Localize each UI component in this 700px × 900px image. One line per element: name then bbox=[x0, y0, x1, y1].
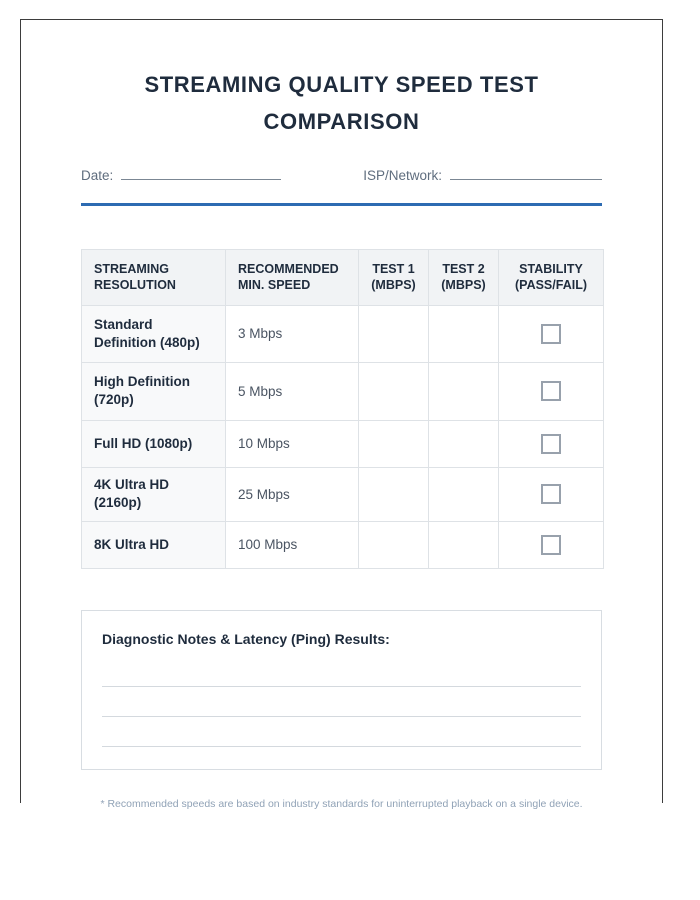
stability-checkbox[interactable] bbox=[541, 434, 561, 454]
resolution-cell: Full HD (1080p) bbox=[82, 420, 226, 467]
header-resolution: STREAMING RESOLUTION bbox=[82, 250, 226, 306]
test2-input-cell[interactable] bbox=[429, 420, 499, 467]
page-title-line1: STREAMING QUALITY SPEED TEST bbox=[144, 72, 539, 97]
blue-divider bbox=[81, 203, 602, 206]
notes-write-line[interactable] bbox=[102, 717, 581, 747]
worksheet-page bbox=[20, 19, 663, 810]
table-row bbox=[82, 305, 604, 362]
notes-title: Diagnostic Notes & Latency (Ping) Results: bbox=[102, 630, 390, 647]
min-speed-cell: 5 Mbps bbox=[226, 362, 359, 420]
stability-cell bbox=[499, 467, 604, 521]
test2-input-cell[interactable] bbox=[429, 521, 499, 568]
notes-lines bbox=[102, 657, 581, 747]
test1-input-cell[interactable] bbox=[359, 467, 429, 521]
header-test1: TEST 1 (MBPS) bbox=[359, 250, 429, 306]
stability-checkbox[interactable] bbox=[541, 381, 561, 401]
page-title bbox=[81, 66, 602, 140]
resolution-cell: 8K Ultra HD bbox=[82, 521, 226, 568]
header-min-speed: RECOMMENDED MIN. SPEED bbox=[226, 250, 359, 306]
date-label: Date: bbox=[81, 168, 114, 183]
table-row bbox=[82, 467, 604, 521]
test1-input-cell[interactable] bbox=[359, 521, 429, 568]
stability-cell bbox=[499, 305, 604, 362]
header-test2: TEST 2 (MBPS) bbox=[429, 250, 499, 306]
table-header-row bbox=[82, 250, 604, 306]
stability-cell bbox=[499, 362, 604, 420]
table-row bbox=[82, 362, 604, 420]
min-speed-cell: 100 Mbps bbox=[226, 521, 359, 568]
min-speed-cell: 25 Mbps bbox=[226, 467, 359, 521]
table-row bbox=[82, 521, 604, 568]
diagnostic-notes-box bbox=[81, 610, 602, 770]
footnote: * Recommended speeds are based on industry standards for uninterrupted playback on a single device. bbox=[100, 797, 583, 810]
stability-cell bbox=[499, 420, 604, 467]
speed-test-table bbox=[81, 249, 604, 569]
stability-checkbox[interactable] bbox=[541, 535, 561, 555]
notes-write-line[interactable] bbox=[102, 657, 581, 687]
test1-input-cell[interactable] bbox=[359, 305, 429, 362]
min-speed-cell: 10 Mbps bbox=[226, 420, 359, 467]
test1-input-cell[interactable] bbox=[359, 362, 429, 420]
min-speed-cell: 3 Mbps bbox=[226, 305, 359, 362]
table-row bbox=[82, 420, 604, 467]
isp-field bbox=[363, 166, 602, 183]
resolution-cell: 4K Ultra HD (2160p) bbox=[82, 467, 226, 521]
test2-input-cell[interactable] bbox=[429, 362, 499, 420]
test2-input-cell[interactable] bbox=[429, 467, 499, 521]
isp-label: ISP/Network: bbox=[363, 168, 442, 183]
isp-input-line[interactable] bbox=[450, 166, 602, 180]
stability-checkbox[interactable] bbox=[541, 324, 561, 344]
date-input-line[interactable] bbox=[121, 166, 281, 180]
header-stability: STABILITY (PASS/FAIL) bbox=[499, 250, 604, 306]
page-title-line2: COMPARISON bbox=[263, 109, 420, 134]
stability-cell bbox=[499, 521, 604, 568]
stability-checkbox[interactable] bbox=[541, 484, 561, 504]
header-fields bbox=[81, 166, 602, 183]
date-field bbox=[81, 166, 281, 183]
resolution-cell: High Definition (720p) bbox=[82, 362, 226, 420]
test1-input-cell[interactable] bbox=[359, 420, 429, 467]
notes-write-line[interactable] bbox=[102, 687, 581, 717]
test2-input-cell[interactable] bbox=[429, 305, 499, 362]
resolution-cell: Standard Definition (480p) bbox=[82, 305, 226, 362]
